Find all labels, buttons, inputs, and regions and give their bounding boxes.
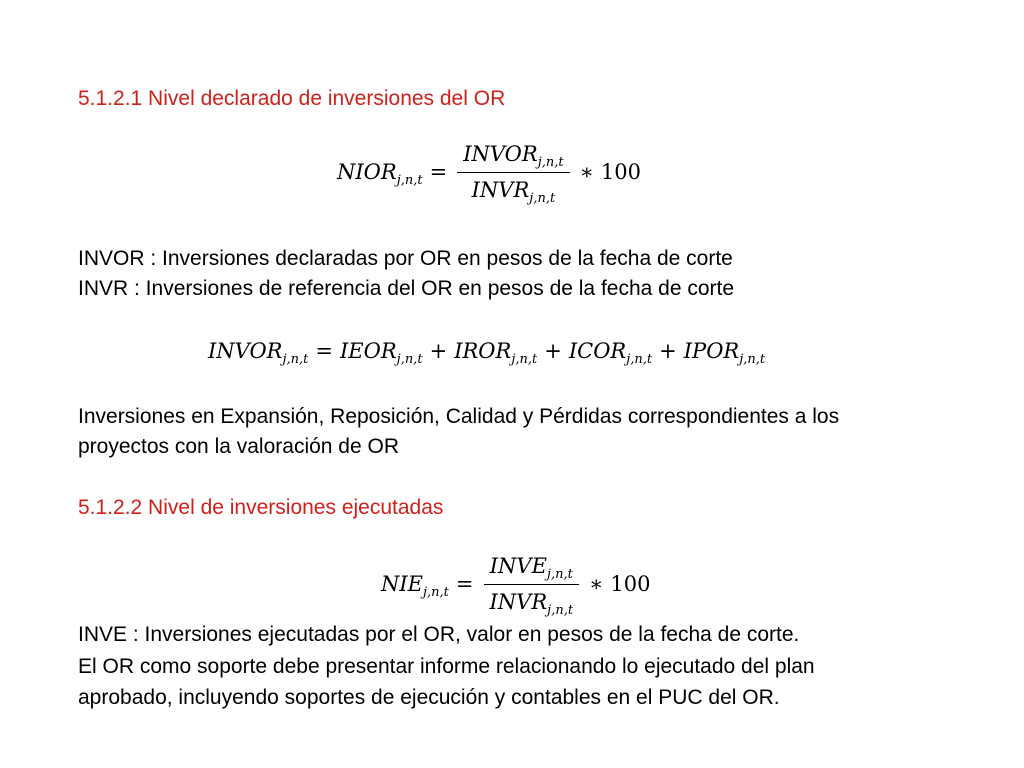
constant-value: 100: [610, 571, 651, 596]
formula-nior-lhs: $NIOR_{j,n,t}$: [337, 159, 423, 188]
paragraph-line-2: proyectos con la valoración de OR: [78, 435, 399, 458]
formula-nie: [381, 552, 651, 618]
equals-sign: =: [315, 339, 334, 363]
formula-nie-lhs: $NIE_{j,n,t}$: [381, 571, 449, 600]
plus-sign: +: [659, 339, 677, 363]
plus-sign: +: [544, 339, 562, 363]
sum-term-icor: $ICOR_{j,n,t}$: [568, 339, 653, 367]
multiply-operator: ∗: [579, 159, 594, 184]
support-line-1: El OR como soporte debe presentar informe relacionando lo ejecutado del plan: [78, 655, 815, 678]
fraction: [457, 140, 569, 206]
formula-invor-sum: [208, 336, 765, 366]
sum-term-iror: $IROR_{j,n,t}$: [454, 339, 538, 367]
fraction-numerator: $INVE_{j,n,t}$: [484, 552, 579, 585]
section-heading-5-1-2-2: 5.1.2.2 Nivel de inversiones ejecutadas: [78, 496, 444, 519]
fraction-denominator: $INVR_{j,n,t}$: [489, 590, 574, 618]
plus-sign: +: [429, 339, 448, 363]
paragraph-line-1: Inversiones en Expansión, Reposición, Calidad y Pérdidas correspondientes a los: [78, 405, 840, 428]
sum-term-ieor: $IEOR_{j,n,t}$: [340, 339, 423, 367]
section-heading-5-1-2-1: 5.1.2.1 Nivel declarado de inversiones del OR: [78, 87, 506, 110]
definition-invr: INVR : Inversiones de referencia del OR en pesos de la fecha de corte: [78, 277, 735, 300]
fraction: [484, 552, 580, 618]
fraction-numerator: $INVOR_{j,n,t}$: [457, 140, 569, 173]
formula-nior: [337, 140, 641, 206]
definition-invor: INVOR : Inversiones declaradas por OR en pesos de la fecha de corte: [78, 247, 733, 270]
constant-value: 100: [600, 159, 641, 184]
definition-inve: INVE : Inversiones ejecutadas por el OR, valor en pesos de la fecha de corte.: [78, 623, 800, 646]
support-line-2: aprobado, incluyendo soportes de ejecución y contables en el PUC del OR.: [78, 686, 780, 709]
fraction-denominator: $INVR_{j,n,t}$: [471, 178, 556, 206]
sum-lhs: $INVOR_{j,n,t}$: [208, 339, 309, 367]
multiply-operator: ∗: [589, 571, 604, 596]
sum-term-ipor: $IPOR_{j,n,t}$: [683, 339, 766, 367]
equals-sign: =: [455, 571, 474, 596]
equals-sign: =: [429, 159, 448, 184]
